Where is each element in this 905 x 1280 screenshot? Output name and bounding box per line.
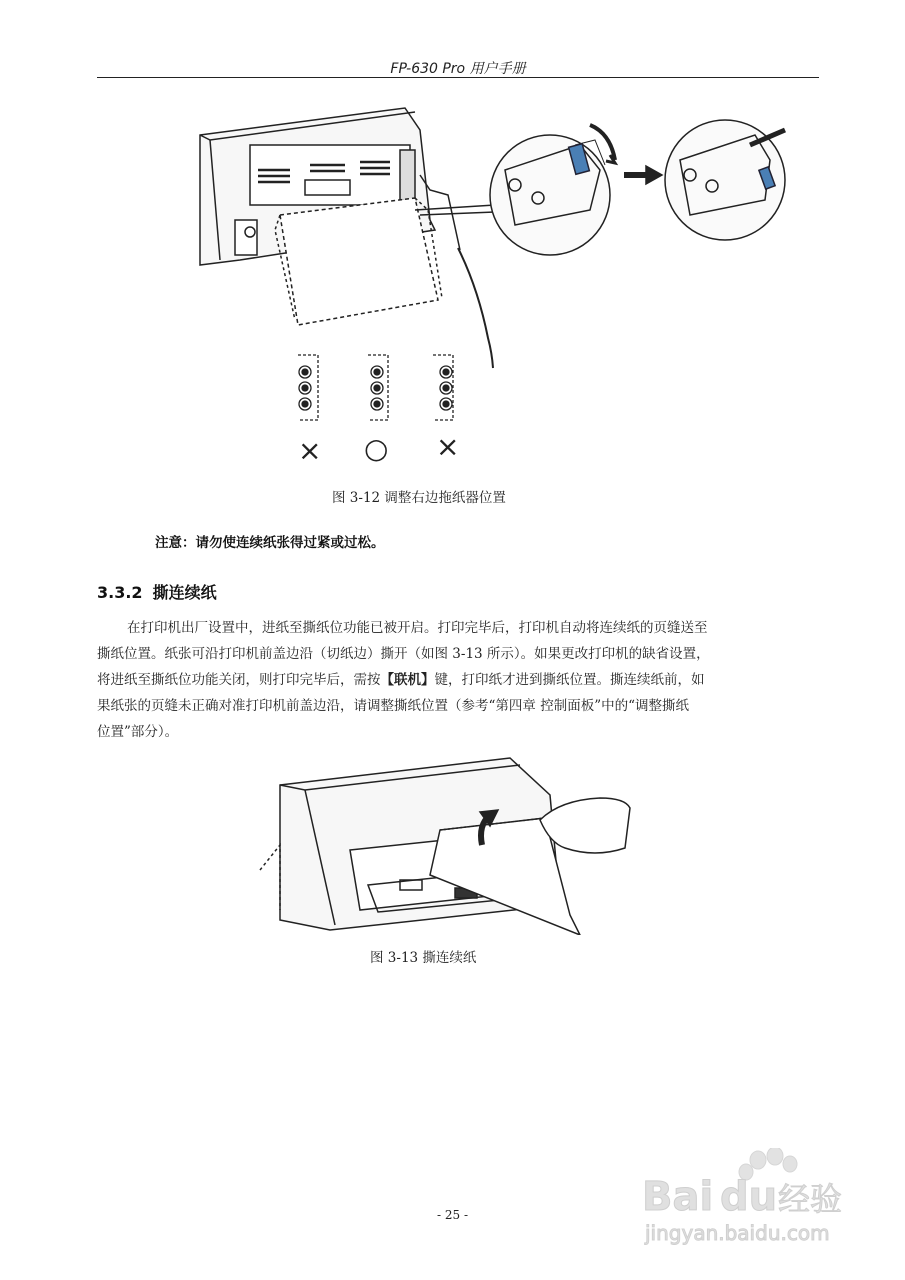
section-number: 3.3.2: [97, 583, 143, 602]
figure-3-12-caption: 图 3-12 调整右边拖纸器位置: [332, 490, 506, 506]
online-key-label: 【联机】: [380, 672, 435, 688]
baidu-jingyan-watermark: [640, 1148, 860, 1248]
figure-3-13-caption: 图 3-13 撕连续纸: [370, 950, 477, 966]
section-heading: [97, 580, 217, 603]
paragraph-line: 位置”部分）。: [97, 724, 179, 740]
note-warning: 注意：请勿使连续纸张得过紧或过松。: [155, 535, 385, 551]
svg-text:jingyan.baidu.com: jingyan.baidu.com: [645, 1221, 830, 1245]
svg-text:Bai: Bai: [642, 1174, 714, 1220]
paragraph-line: 果纸张的页缝未正确对准打印机前盖边沿，请调整撕纸位置（参考“第四章 控制面板”中的“调整撕纸: [97, 698, 689, 714]
header-rule: [97, 77, 819, 78]
paragraph-line: 在打印机出厂设置中，进纸至撕纸位功能已被开启。打印完毕后，打印机自动将连续纸的页缝送至: [127, 620, 708, 636]
mark-incorrect-right: ×: [436, 430, 460, 463]
figure-3-12-illustration: [180, 100, 800, 470]
paragraph-line: 撕纸位置。纸张可沿打印机前盖边沿（切纸边）撕开（如图 3-13 所示）。如果更改打印机的缺省设置，: [97, 646, 710, 662]
page-header-title: FP-630 Pro 用户手册: [390, 61, 526, 77]
paragraph-text: 键，打印纸才进到撕纸位置。撕连续纸前，如: [434, 672, 705, 688]
svg-text:经验: 经验: [778, 1180, 843, 1218]
mark-incorrect-left: ×: [298, 434, 322, 467]
body-paragraph: [97, 615, 819, 745]
page-number: - 25 -: [436, 1208, 468, 1222]
paragraph-text: 将进纸至撕纸位功能关闭，则打印完毕后，需按: [97, 672, 381, 688]
mark-correct: ○: [364, 432, 389, 465]
svg-text:du: du: [720, 1174, 778, 1220]
figure-3-13-illustration: [250, 750, 640, 935]
paragraph-line: [97, 667, 819, 693]
section-title: 撕连续纸: [152, 583, 217, 602]
